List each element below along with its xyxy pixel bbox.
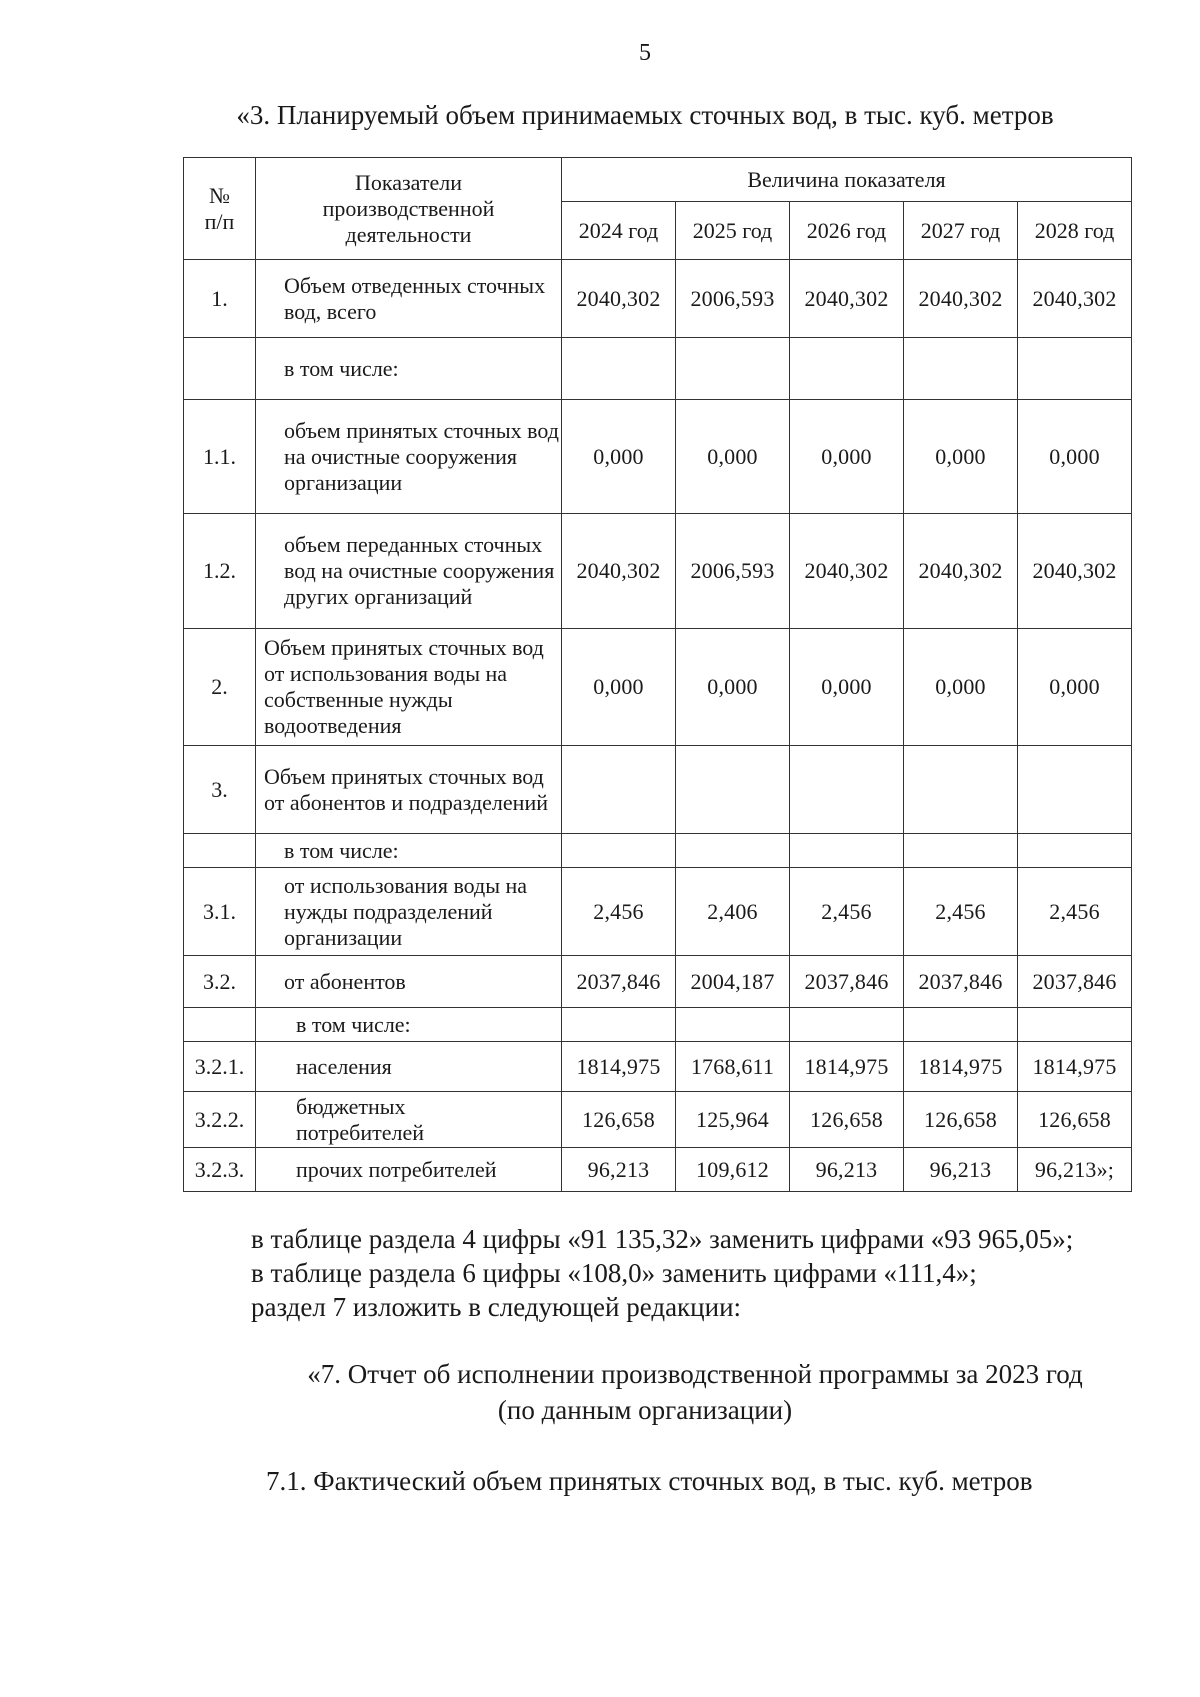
row-value xyxy=(790,834,904,868)
table-row xyxy=(184,868,1132,956)
header-year: 2026 год xyxy=(790,202,904,260)
section-title-line: «7. Отчет об исполнении производственной программы за 2023 год xyxy=(307,1359,1083,1389)
row-value: 126,658 xyxy=(790,1092,904,1148)
row-value xyxy=(676,1008,790,1042)
row-value: 0,000 xyxy=(1018,629,1132,746)
row-value xyxy=(676,338,790,400)
row-value: 1814,975 xyxy=(904,1042,1018,1092)
amendment-line: раздел 7 изложить в следующей редакции: xyxy=(251,1292,742,1322)
row-num: 3. xyxy=(184,746,256,834)
row-num xyxy=(184,338,256,400)
data-table xyxy=(183,157,1132,1192)
row-value: 0,000 xyxy=(1018,400,1132,514)
header-year: 2027 год xyxy=(904,202,1018,260)
row-value: 2006,593 xyxy=(676,260,790,338)
row-value: 2040,302 xyxy=(904,260,1018,338)
table-heading: «3. Планируемый объем принимаемых сточных вод, в тыс. куб. метров xyxy=(236,100,1054,130)
row-value xyxy=(904,834,1018,868)
header-year: 2024 год xyxy=(562,202,676,260)
header-value-group: Величина показателя xyxy=(562,158,1132,202)
table-row xyxy=(184,1008,1132,1042)
row-name: Объем принятых сточных вод от абонентов и подразделений xyxy=(256,746,562,834)
row-num: 2. xyxy=(184,629,256,746)
page-number: 5 xyxy=(639,40,651,66)
table-row xyxy=(184,514,1132,629)
row-name: в том числе: xyxy=(256,1008,562,1042)
row-value: 2040,302 xyxy=(1018,260,1132,338)
row-name: объем переданных сточных вод на очистные сооружения других организаций xyxy=(256,514,562,629)
row-value: 2,456 xyxy=(790,868,904,956)
sub-heading: 7.1. Фактический объем принятых сточных вод, в тыс. куб. метров xyxy=(266,1466,1033,1496)
table-row xyxy=(184,746,1132,834)
row-value xyxy=(1018,1008,1132,1042)
row-value: 2037,846 xyxy=(1018,956,1132,1008)
row-value: 126,658 xyxy=(904,1092,1018,1148)
row-value xyxy=(1018,746,1132,834)
row-num: 1.1. xyxy=(184,400,256,514)
table-row xyxy=(184,1092,1132,1148)
row-value: 125,964 xyxy=(676,1092,790,1148)
row-value xyxy=(1018,338,1132,400)
row-value: 0,000 xyxy=(904,629,1018,746)
row-num xyxy=(184,1008,256,1042)
row-value: 109,612 xyxy=(676,1148,790,1192)
amendment-text xyxy=(251,1222,1073,1324)
row-value: 0,000 xyxy=(562,629,676,746)
row-num xyxy=(184,834,256,868)
section-title xyxy=(0,1356,1200,1428)
row-value: 0,000 xyxy=(676,629,790,746)
table-row xyxy=(184,956,1132,1008)
row-value xyxy=(790,746,904,834)
wastewater-volume-table xyxy=(183,157,1131,1192)
row-value xyxy=(790,1008,904,1042)
row-value xyxy=(1018,834,1132,868)
row-value xyxy=(790,338,904,400)
amendment-line: в таблице раздела 6 цифры «108,0» заменить цифрами «111,4»; xyxy=(251,1258,977,1288)
row-num: 3.2.3. xyxy=(184,1148,256,1192)
row-value: 96,213 xyxy=(904,1148,1018,1192)
row-value: 2040,302 xyxy=(562,514,676,629)
row-value xyxy=(904,338,1018,400)
row-value: 0,000 xyxy=(676,400,790,514)
row-value: 0,000 xyxy=(790,400,904,514)
row-value xyxy=(562,746,676,834)
row-name: от абонентов xyxy=(256,956,562,1008)
row-value: 0,000 xyxy=(904,400,1018,514)
table-row xyxy=(184,1042,1132,1092)
row-value xyxy=(562,834,676,868)
row-value: 2037,846 xyxy=(562,956,676,1008)
row-value xyxy=(562,338,676,400)
row-value: 0,000 xyxy=(790,629,904,746)
row-num: 3.1. xyxy=(184,868,256,956)
row-name: объем принятых сточных вод на очистные сооружения организации xyxy=(256,400,562,514)
row-value: 2040,302 xyxy=(562,260,676,338)
row-value: 2037,846 xyxy=(904,956,1018,1008)
row-value: 2040,302 xyxy=(1018,514,1132,629)
row-name: в том числе: xyxy=(256,338,562,400)
row-value: 2,456 xyxy=(1018,868,1132,956)
row-value: 126,658 xyxy=(562,1092,676,1148)
header-year: 2028 год xyxy=(1018,202,1132,260)
table-row xyxy=(184,629,1132,746)
row-value: 2040,302 xyxy=(904,514,1018,629)
table-row xyxy=(184,1148,1132,1192)
row-value xyxy=(904,746,1018,834)
row-value: 1814,975 xyxy=(562,1042,676,1092)
table-row xyxy=(184,260,1132,338)
row-name: прочих потребителей xyxy=(256,1148,562,1192)
row-value: 2,456 xyxy=(562,868,676,956)
row-value xyxy=(676,746,790,834)
header-year: 2025 год xyxy=(676,202,790,260)
table-row xyxy=(184,400,1132,514)
row-num: 1.2. xyxy=(184,514,256,629)
row-num: 3.2. xyxy=(184,956,256,1008)
section-title-line: (по данным организации) xyxy=(497,1395,793,1425)
row-name: бюджетных потребителей xyxy=(256,1092,562,1148)
row-value: 2,456 xyxy=(904,868,1018,956)
row-value: 2,406 xyxy=(676,868,790,956)
row-value: 2037,846 xyxy=(790,956,904,1008)
row-value: 96,213 xyxy=(790,1148,904,1192)
row-value: 2040,302 xyxy=(790,514,904,629)
table-row xyxy=(184,338,1132,400)
row-name: Объем принятых сточных вод от использования воды на собственные нужды водоотведения xyxy=(256,629,562,746)
row-value: 1768,611 xyxy=(676,1042,790,1092)
row-num: 3.2.1. xyxy=(184,1042,256,1092)
row-name: Объем отведенных сточных вод, всего xyxy=(256,260,562,338)
row-value xyxy=(676,834,790,868)
row-num: 1. xyxy=(184,260,256,338)
row-num: 3.2.2. xyxy=(184,1092,256,1148)
row-name: в том числе: xyxy=(256,834,562,868)
row-value: 1814,975 xyxy=(1018,1042,1132,1092)
row-value: 2006,593 xyxy=(676,514,790,629)
row-value: 2040,302 xyxy=(790,260,904,338)
row-value: 2004,187 xyxy=(676,956,790,1008)
row-value xyxy=(562,1008,676,1042)
header-name: Показатели производственной деятельности xyxy=(256,158,562,260)
row-value: 0,000 xyxy=(562,400,676,514)
row-value xyxy=(904,1008,1018,1042)
row-value: 1814,975 xyxy=(790,1042,904,1092)
row-value: 126,658 xyxy=(1018,1092,1132,1148)
row-name: населения xyxy=(256,1042,562,1092)
row-value: 96,213»; xyxy=(1018,1148,1132,1192)
row-name: от использования воды на нужды подразделений организации xyxy=(256,868,562,956)
row-value: 96,213 xyxy=(562,1148,676,1192)
table-row xyxy=(184,834,1132,868)
amendment-line: в таблице раздела 4 цифры «91 135,32» заменить цифрами «93 965,05»; xyxy=(251,1224,1074,1254)
header-num: № п/п xyxy=(184,158,256,260)
